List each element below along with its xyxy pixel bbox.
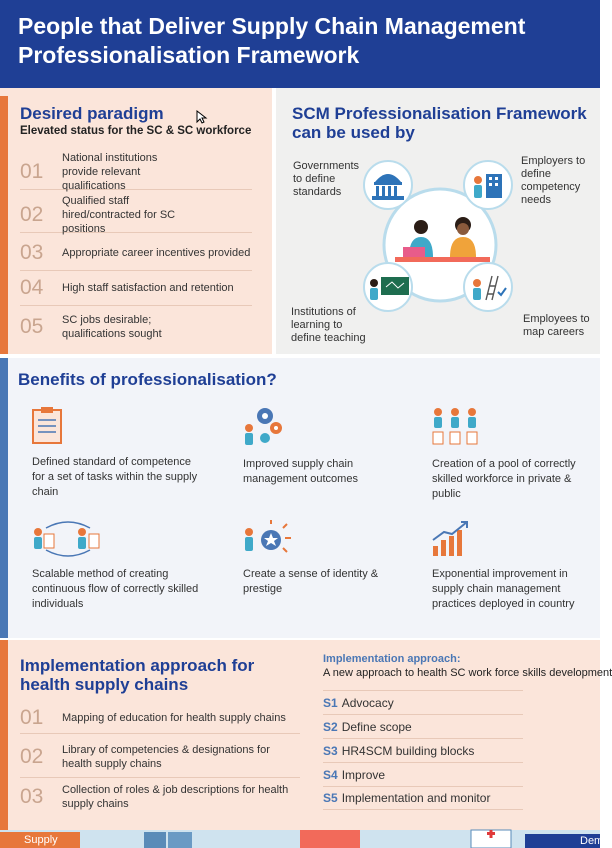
employers-label	[521, 155, 600, 207]
benefit-text: Defined standard of competence for a set of tasks within the supply chain	[32, 456, 198, 498]
benefit-text: Improved supply chain management outcomes	[243, 458, 358, 485]
approach-step	[323, 738, 523, 762]
teacher-board-icon	[368, 275, 410, 301]
institutions-label: Institutions of learning to define teaching	[291, 306, 366, 344]
benefits-title: Benefits of professionalisation?	[18, 370, 277, 389]
benefit-text: Scalable method of creating continuous flow of correctly skilled individuals	[32, 568, 199, 610]
cycle-icon	[32, 520, 104, 556]
step-code: S4	[323, 767, 338, 782]
item-number: 03	[20, 240, 44, 264]
benefit-item	[432, 406, 582, 502]
governments-label: Governments to define standards	[293, 160, 360, 198]
item-number: 04	[20, 275, 44, 299]
implementation-item	[20, 778, 300, 816]
step-code: S3	[323, 743, 338, 758]
benefit-item	[432, 520, 600, 612]
approach-step	[323, 786, 523, 810]
step-label: Improve	[341, 767, 386, 782]
paradigm-item	[20, 270, 252, 306]
item-text: National institutions provide relevant qualifications	[62, 151, 158, 192]
section-accent-bar	[0, 358, 8, 638]
item-number: 05	[20, 315, 44, 338]
approach-subtitle: A new approach to health SC work force skills development	[323, 667, 612, 679]
mouse-cursor-icon	[196, 110, 206, 124]
section-accent-bar	[0, 96, 8, 354]
paradigm-item	[20, 235, 252, 271]
hospital-icon	[465, 826, 520, 848]
benefit-item	[32, 520, 202, 612]
paradigm-subtitle: Elevated status for the SC & SC workforce	[20, 125, 252, 137]
approach-heading: Implementation approach:	[323, 653, 461, 665]
demand-label: Dem	[525, 834, 600, 848]
framework-title: SCM Professionalisation Framework can be used by	[292, 104, 587, 142]
item-text: Qualified staff hired/contracted for SC positions	[62, 194, 176, 235]
item-text: High staff satisfaction and retention	[62, 281, 234, 294]
city-skyline-icon	[140, 828, 460, 848]
gears-person-icon	[243, 406, 285, 446]
workforce-pool-icon	[432, 406, 478, 446]
item-text: Appropriate career incentives provided	[62, 246, 251, 259]
section-accent-bar	[0, 640, 8, 848]
people-at-table-icon	[395, 215, 490, 270]
implementation-title: Implementation approach for health supply chains	[20, 656, 255, 694]
item-number: 01	[20, 705, 44, 729]
item-text: Collection of roles & job descriptions for health supply chains	[62, 784, 289, 810]
benefit-item	[243, 520, 413, 597]
step-code: S2	[323, 719, 338, 734]
office-building-icon	[470, 170, 508, 202]
paradigm-item	[20, 309, 252, 345]
step-code: S5	[323, 791, 338, 805]
employers-label-text: Employers to define competency needs	[521, 155, 586, 206]
approach-step	[323, 762, 523, 786]
benefit-item	[243, 406, 413, 487]
implementation-item	[20, 702, 300, 734]
supply-label: Supply	[0, 832, 80, 848]
clipboard-icon	[32, 406, 62, 444]
star-person-icon	[243, 520, 295, 556]
benefit-text: Create a sense of identity & prestige	[243, 568, 379, 595]
benefit-text: Exponential improvement in supply chain management practices deployed in country	[432, 568, 575, 610]
paradigm-title: Desired paradigm	[20, 104, 164, 123]
item-number: 03	[20, 785, 44, 808]
step-code: S1	[323, 695, 338, 710]
item-text: Mapping of education for health supply chains	[62, 711, 286, 724]
item-number: 02	[20, 202, 44, 226]
page-title: People that Deliver Supply Chain Management Professionalisation Framework	[18, 13, 526, 68]
step-label: Implementation and monitor	[341, 791, 491, 805]
benefit-text: Creation of a pool of correctly skilled workforce in private & public	[432, 458, 576, 500]
career-ladder-icon	[470, 272, 508, 304]
paradigm-item	[20, 151, 252, 192]
item-text: Library of competencies & designations for health supply chains	[62, 743, 270, 770]
approach-step	[323, 690, 523, 714]
paradigm-item	[20, 194, 252, 235]
item-text: SC jobs desirable; qualifications sought	[62, 314, 162, 340]
growth-chart-icon	[432, 520, 470, 556]
item-number: 02	[20, 744, 44, 768]
government-building-icon	[369, 168, 407, 202]
step-label: Advocacy	[341, 695, 394, 710]
step-label: HR4SCM building blocks	[341, 743, 475, 758]
implementation-item	[20, 736, 300, 778]
item-number: 01	[20, 159, 44, 183]
approach-step	[323, 714, 523, 738]
benefit-item	[32, 406, 202, 500]
employees-label: Employees to map careers	[523, 313, 590, 338]
step-label: Define scope	[341, 719, 412, 734]
